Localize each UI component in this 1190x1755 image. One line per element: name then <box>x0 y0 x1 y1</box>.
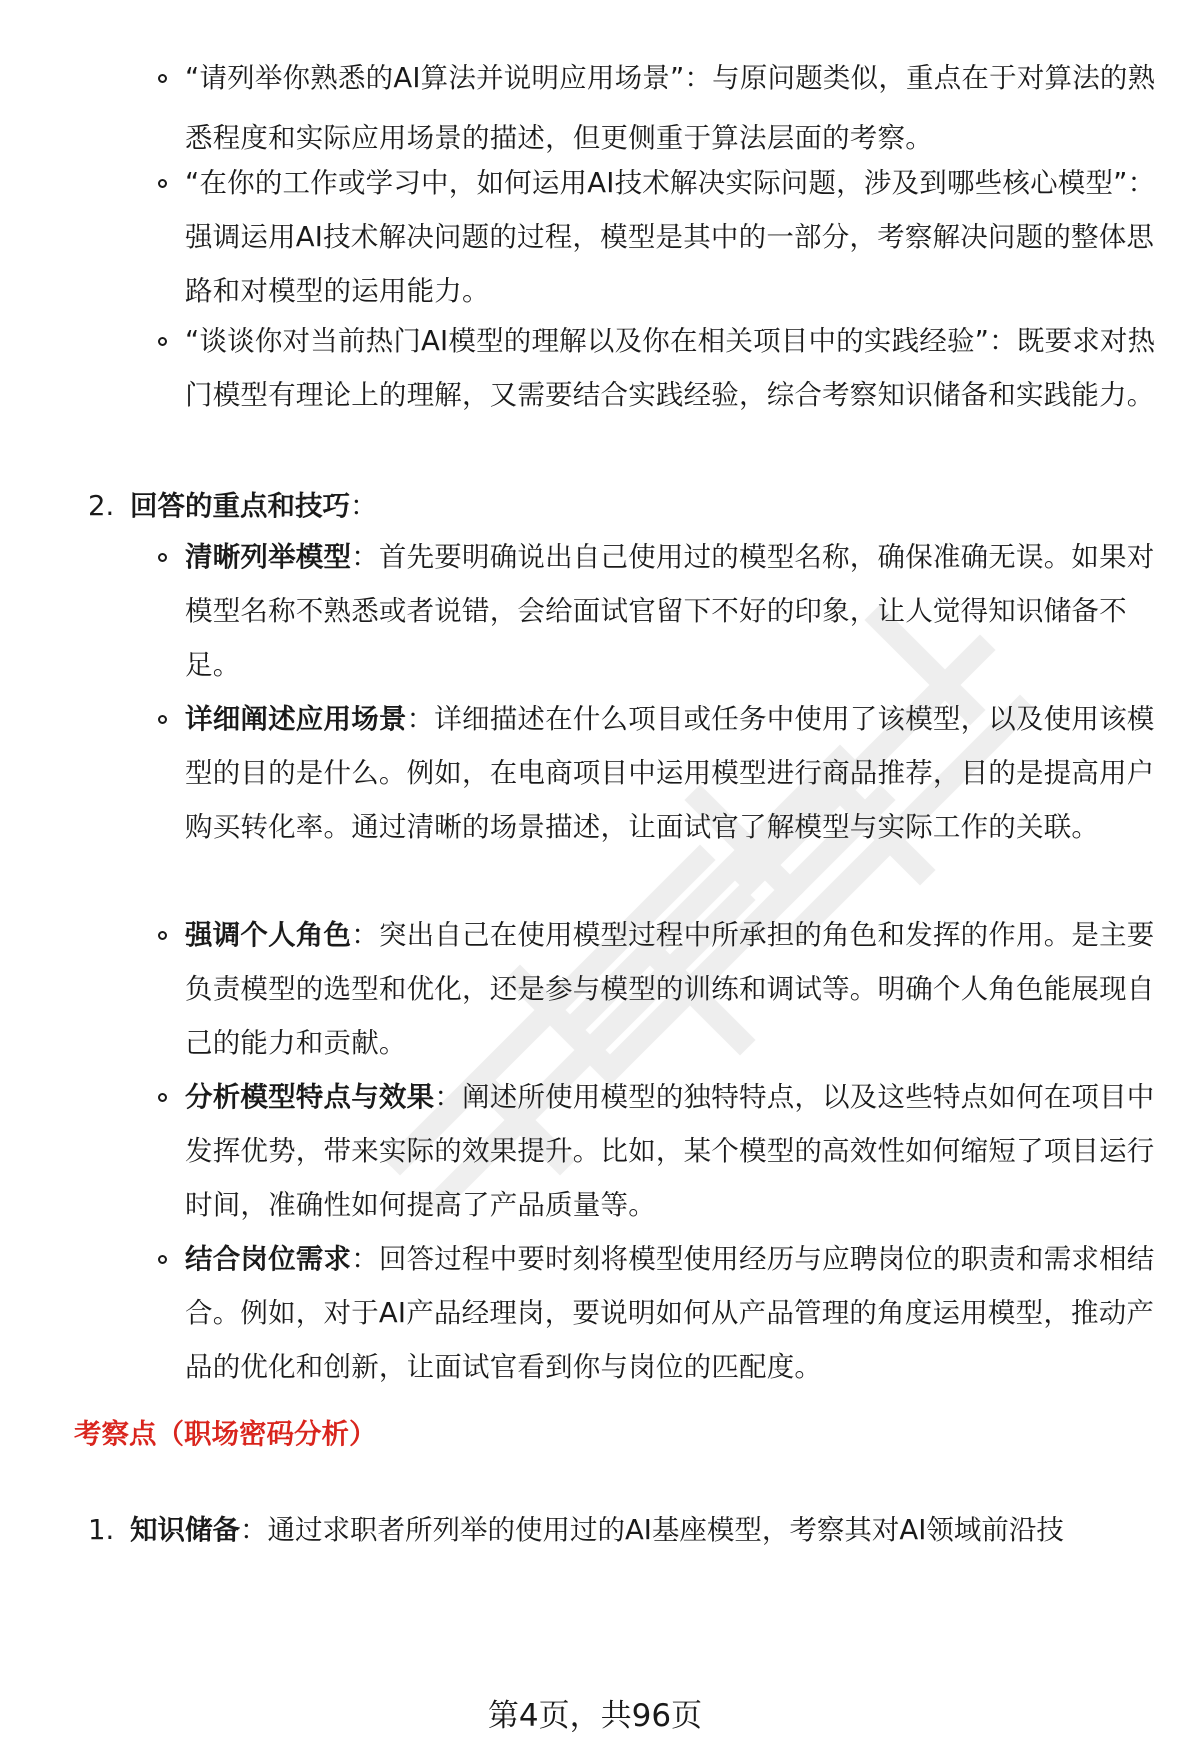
list-item <box>0 530 1190 692</box>
list-item-text: ：详细描述在什么项目或任务中使用了该模型，以及使用该模型的目的是什么。例如，在电商项目中运用模型进行商品推荐，目的是提高用户购买转化率。通过清晰的场景描述，让面试官了解模型与实际工作的关联。 <box>185 703 1155 843</box>
hollow-bullet-icon <box>158 179 167 188</box>
page-footer: 第4页，共96页 <box>487 1698 703 1734</box>
item-text: ：通过求职者所列举的使用过的AI基座模型，考察其对AI领域前沿技 <box>240 1514 1064 1546</box>
list-item <box>0 1232 1190 1394</box>
list-item <box>0 692 1190 908</box>
item-number: 1. <box>88 1514 115 1546</box>
list-item-bold: 清晰列举模型 <box>185 541 352 573</box>
list-item-text: ：阐述所使用模型的独特特点，以及这些特点如何在项目中发挥优势，带来实际的效果提升。比如，某个模型的高效性如何缩短了项目运行时间，准确性如何提高了产品质量等。 <box>185 1081 1155 1221</box>
hollow-bullet-icon <box>158 1255 167 1264</box>
list-item-text: “请列举你熟悉的AI算法并说明应用场景”：与原问题类似，重点在于对算法的熟悉程度和实际应用场景的描述，但更侧重于算法层面的考察。 <box>185 62 1156 154</box>
hollow-bullet-icon <box>158 337 167 346</box>
list-item-text: “在你的工作或学习中，如何运用AI技术解决实际问题，涉及到哪些核心模型”：强调运用AI技术解决问题的过程，模型是其中的一部分，考察解决问题的整体思路和对模型的运用能力。 <box>185 167 1156 307</box>
answer-tips-list <box>0 530 1190 1394</box>
list-item-text: ：突出自己在使用模型过程中所承担的角色和发挥的作用。是主要负责模型的选型和优化，还是参与模型的训练和调试等。明确个人角色能展现自己的能力和贡献。 <box>185 919 1155 1059</box>
list-item <box>0 908 1190 1070</box>
numbered-heading-2 <box>88 476 378 536</box>
list-item-text: ：回答过程中要时刻将模型使用经历与应聘岗位的职责和需求相结合。例如，对于AI产品经理岗，要说明如何从产品管理的角度运用模型，推动产品的优化和创新，让面试官看到你与岗位的匹配度。 <box>185 1243 1155 1383</box>
list-item <box>0 1070 1190 1232</box>
numbered-heading-1 <box>88 1500 1064 1560</box>
list-item-bold: 详细阐述应用场景 <box>185 703 407 735</box>
list-item-bold: 分析模型特点与效果 <box>185 1081 435 1113</box>
list-item-bold: 强调个人角色 <box>185 919 352 951</box>
item-suffix: ： <box>350 490 378 522</box>
section-heading: 考察点（职场密码分析） <box>74 1418 377 1450</box>
list-item <box>0 314 1190 474</box>
hollow-bullet-icon <box>158 931 167 940</box>
question-variants-list <box>0 48 1190 474</box>
item-number: 2. <box>88 490 115 522</box>
list-item-bold: 结合岗位需求 <box>185 1243 352 1275</box>
list-item <box>0 48 1190 168</box>
hollow-bullet-icon <box>158 715 167 724</box>
list-item-text: “谈谈你对当前热门AI模型的理解以及你在相关项目中的实践经验”：既要求对热门模型有理论上的理解，又需要结合实践经验，综合考察知识储备和实践能力。 <box>185 325 1156 411</box>
hollow-bullet-icon <box>158 1093 167 1102</box>
list-item-text: ：首先要明确说出自己使用过的模型名称，确保准确无误。如果对模型名称不熟悉或者说错，会给面试官留下不好的印象，让人觉得知识储备不足。 <box>185 541 1155 681</box>
list-item <box>0 156 1190 316</box>
item-title: 回答的重点和技巧 <box>130 490 350 522</box>
hollow-bullet-icon <box>158 553 167 562</box>
item-title: 知识储备 <box>130 1514 240 1546</box>
hollow-bullet-icon <box>158 74 167 83</box>
